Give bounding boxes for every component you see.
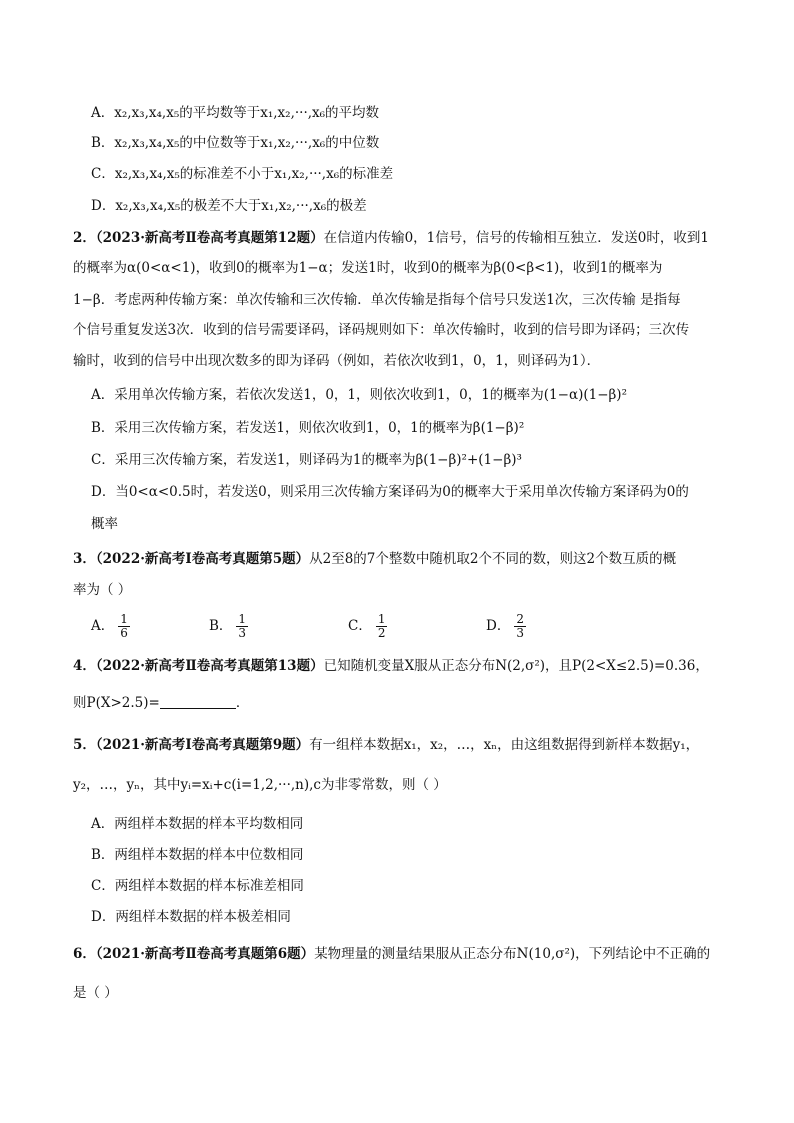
q3-choice-c-label: C． <box>348 618 372 634</box>
q3-text-2: 率为（ ） <box>73 582 132 598</box>
q3-choice-a-num: 1 <box>120 612 128 626</box>
q3-choice-a-fraction <box>118 613 130 640</box>
q3-stem-line1 <box>73 549 676 569</box>
q4-text-2-end: ． <box>235 695 250 711</box>
q5-text-1: 有一组样本数据x₁，x₂，…，xₙ，由这组数据得到新样本数据y₁， <box>309 737 700 753</box>
q4-text-2: 则P(X>2.5)= <box>73 695 160 711</box>
q5-option-a: A．两组样本数据的样本平均数相同 <box>91 816 304 832</box>
q3-choice-c-den: 2 <box>377 626 386 640</box>
q2-text-1: 在信道内传输0，1信号，信号的传输相互独立．发送0时，收到1 <box>323 230 709 246</box>
q4-stem-line1 <box>73 656 709 676</box>
q4-header: 4．（2022·新高考Ⅱ卷高考真题第13题） <box>73 658 324 674</box>
q2-text-4: 个信号重复发送3次．收到的信号需要译码，译码规则如下：单次传输时，收到的信号即为译码；三次传 <box>73 322 690 338</box>
q6-header: 6．（2021·新高考Ⅱ卷高考真题第6题） <box>73 946 315 962</box>
q2-option-a: A．采用单次传输方案，若依次发送1，0，1，则依次收到1，0，1的概率为(1−α)(1−β)² <box>91 387 627 403</box>
q2-header: 2．（2023·新高考Ⅱ卷高考真题第12题） <box>73 230 324 246</box>
q3-choice-b-num: 1 <box>238 612 247 626</box>
q3-choice-b-den: 3 <box>238 626 247 640</box>
q4-answer-blank[interactable] <box>160 694 236 709</box>
q3-choice-c-num: 1 <box>377 612 386 626</box>
q3-text-1: 从2至8的7个整数中随机取2个不同的数，则这2个数互质的概 <box>309 551 677 567</box>
q2-option-c: C．采用三次传输方案，若发送1，则译码为1的概率为β(1−β)²+(1−β)³ <box>91 452 522 468</box>
q3-choice-c <box>348 613 387 640</box>
q5-option-b: B．两组样本数据的样本中位数相同 <box>91 847 304 863</box>
q2-option-b: B．采用三次传输方案，若发送1，则依次收到1，0，1的概率为β(1−β)² <box>91 420 525 436</box>
q2-option-d-cont: 概率 <box>91 516 118 532</box>
q3-choice-d-fraction <box>514 613 526 640</box>
q5-stem-line1 <box>73 735 699 755</box>
q1-option-c: C．x₂,x₃,x₄,x₅的标准差不小于x₁,x₂,···,x₆的标准差 <box>91 166 394 182</box>
q2-text-3: 1−β．考虑两种传输方案：单次传输和三次传输．单次传输是指每个信号只发送1次，三次传输 是指每 <box>73 292 681 308</box>
q3-choice-a <box>91 613 130 640</box>
q3-choice-d-label: D． <box>486 618 511 634</box>
q3-choice-d-num: 2 <box>516 612 524 626</box>
q5-option-c: C．两组样本数据的样本标准差相同 <box>91 878 304 894</box>
q3-choice-d <box>486 613 526 640</box>
q6-text-1: 某物理量的测量结果服从正态分布N(10,σ²)，下列结论中不正确的 <box>314 946 711 962</box>
q4-stem-line2 <box>73 693 249 713</box>
q5-header: 5．（2021·新高考Ⅰ卷高考真题第9题） <box>73 737 310 753</box>
q3-choice-c-fraction <box>376 613 388 640</box>
q5-text-2: y₂，…，yₙ，其中yᵢ=xᵢ+c(i=1,2,···,n),c为非零常数，则（ ） <box>73 777 447 793</box>
q3-choice-b-fraction <box>236 613 248 640</box>
q3-choices <box>91 607 591 641</box>
q6-text-2: 是（ ） <box>73 985 118 1001</box>
q2-text-5: 输时，收到的信号中出现次数多的即为译码（例如，若依次收到1，0，1，则译码为1）． <box>73 353 601 369</box>
q5-option-d: D．两组样本数据的样本极差相同 <box>91 909 291 925</box>
q4-text-1: 已知随机变量X服从正态分布N(2,σ²)，且P(2<X≤2.5)=0.36， <box>323 658 709 674</box>
q1-option-b: B．x₂,x₃,x₄,x₅的中位数等于x₁,x₂,···,x₆的中位数 <box>91 135 380 151</box>
q3-choice-b <box>209 613 248 640</box>
q2-text-2: 的概率为α(0<α<1)，收到0的概率为1−α；发送1时，收到0的概率为β(0<β<1)，收到1的概率为 <box>73 260 663 276</box>
q3-choice-a-label: A． <box>91 618 115 634</box>
q3-choice-a-den: 6 <box>120 626 128 640</box>
q1-option-d: D．x₂,x₃,x₄,x₅的极差不大于x₁,x₂,···,x₆的极差 <box>91 198 367 214</box>
q3-choice-d-den: 3 <box>516 626 524 640</box>
q1-option-a: A．x₂,x₃,x₄,x₅的平均数等于x₁,x₂,···,x₆的平均数 <box>91 105 380 121</box>
q3-header: 3．（2022·新高考Ⅰ卷高考真题第5题） <box>73 551 310 567</box>
q2-stem-line1 <box>73 228 709 248</box>
q2-option-d: D．当0<α<0.5时，若发送0，则采用三次传输方案译码为0的概率大于采用单次传输方案译码为0的 <box>91 484 689 500</box>
q6-stem-line1 <box>73 944 710 964</box>
q3-choice-b-label: B． <box>209 618 233 634</box>
